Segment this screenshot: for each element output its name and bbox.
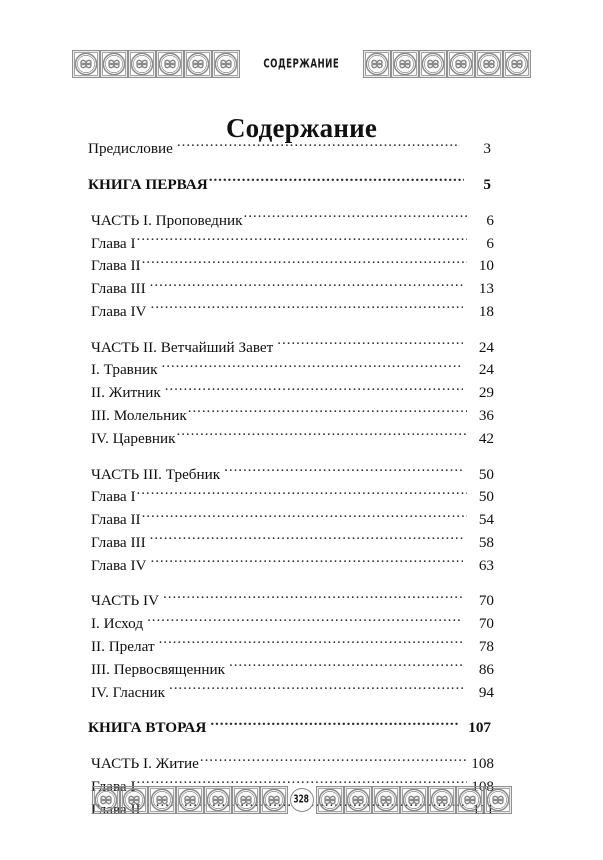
toc-leader-dots bbox=[137, 232, 467, 247]
toc-entry-label: Глава I bbox=[91, 488, 136, 506]
toc-entry-label: КНИГА ПЕРВАЯ bbox=[88, 175, 208, 193]
toc-entry-page: 108 bbox=[471, 777, 494, 795]
toc-entry-label: ЧАСТЬ III. Требник bbox=[91, 465, 221, 483]
toc-entry-label: ЧАСТЬ I. Житие bbox=[91, 755, 199, 773]
toc-entry-label: ЧАСТЬ IV bbox=[91, 592, 160, 610]
toc-entry-label: ЧАСТЬ II. Ветчайший Завет bbox=[91, 338, 274, 356]
quatrefoil-ornament-icon bbox=[184, 50, 212, 78]
toc-entry-page: 10 bbox=[478, 257, 494, 275]
toc-entry-label: Глава II bbox=[91, 511, 141, 529]
quatrefoil-ornament-icon bbox=[484, 786, 512, 814]
toc-entry-page: 36 bbox=[478, 407, 494, 424]
footer-ornament-band bbox=[72, 786, 531, 814]
toc-leader-dots bbox=[142, 509, 467, 524]
toc-entry-page: 70 bbox=[478, 592, 494, 610]
toc-entry[interactable] bbox=[88, 174, 491, 197]
toc-entry-label: III. Первосвященник bbox=[91, 660, 226, 678]
toc-entry[interactable] bbox=[88, 717, 491, 740]
quatrefoil-ornament-icon bbox=[176, 786, 204, 814]
toc-leader-dots bbox=[200, 753, 467, 768]
toc-entry-label: КНИГА ВТОРАЯ bbox=[88, 719, 207, 737]
toc-entry-label: ЧАСТЬ I. Проповедник bbox=[91, 211, 243, 229]
quatrefoil-ornament-icon bbox=[128, 50, 156, 78]
toc-leader-dots bbox=[277, 336, 463, 351]
toc-entry-label: Предисловие bbox=[88, 140, 173, 158]
quatrefoil-ornament-icon bbox=[447, 50, 475, 78]
quatrefoil-ornament-icon bbox=[372, 786, 400, 814]
toc-entry-label: Глава II bbox=[91, 257, 141, 275]
toc-entry-label: II. Житник bbox=[91, 384, 161, 402]
toc-entry-label: IV. Царевник bbox=[91, 429, 176, 447]
toc-entry[interactable] bbox=[88, 138, 491, 161]
page-number: 328 bbox=[293, 794, 310, 806]
quatrefoil-ornament-icon bbox=[391, 50, 419, 78]
toc-entry-page: 6 bbox=[486, 211, 494, 229]
toc-entry[interactable] bbox=[88, 555, 494, 578]
toc-leader-dots bbox=[150, 532, 463, 547]
toc-leader-dots bbox=[188, 405, 467, 420]
toc-entry-page: 111 bbox=[472, 800, 494, 818]
toc-entry-label: IV. Гласник bbox=[91, 683, 165, 701]
toc-entry-page: 50 bbox=[478, 488, 494, 506]
toc-entry[interactable] bbox=[88, 301, 494, 324]
toc-leader-dots bbox=[151, 555, 464, 570]
toc-entry-page: 63 bbox=[478, 556, 494, 574]
quatrefoil-ornament-icon bbox=[204, 786, 232, 814]
toc-entry[interactable] bbox=[88, 210, 494, 233]
toc-entry[interactable] bbox=[88, 428, 494, 451]
toc-leader-dots bbox=[169, 681, 463, 696]
toc-entry-label: I. Травник bbox=[91, 361, 158, 379]
toc-entry-label: Глава II bbox=[91, 800, 141, 818]
quatrefoil-ornament-icon bbox=[503, 50, 531, 78]
toc-entry-page: 54 bbox=[478, 511, 494, 529]
toc-entry[interactable] bbox=[88, 532, 494, 555]
toc-entry-page: 13 bbox=[478, 280, 494, 298]
toc-entry-page: 42 bbox=[478, 429, 494, 447]
page-number-medallion bbox=[288, 786, 316, 814]
toc-leader-dots bbox=[165, 382, 463, 397]
toc-leader-dots bbox=[159, 636, 463, 651]
page-title: Содержание bbox=[225, 113, 378, 144]
toc-entry-page: 107 bbox=[468, 719, 491, 737]
toc-leader-dots bbox=[150, 278, 463, 293]
toc-group bbox=[88, 174, 491, 197]
toc-entry-page: 50 bbox=[478, 465, 494, 483]
toc-entry-page: 24 bbox=[478, 338, 494, 356]
quatrefoil-ornament-icon bbox=[148, 786, 176, 814]
quatrefoil-ornament-icon bbox=[92, 786, 120, 814]
toc-entry[interactable] bbox=[88, 486, 494, 509]
quatrefoil-ornament-icon bbox=[212, 50, 240, 78]
quatrefoil-ornament-icon bbox=[316, 786, 344, 814]
toc-leader-dots bbox=[163, 590, 463, 605]
toc-leader-dots bbox=[151, 301, 464, 316]
toc-leader-dots bbox=[177, 138, 460, 153]
toc-entry[interactable] bbox=[88, 359, 494, 382]
table-of-contents bbox=[88, 138, 494, 821]
toc-group bbox=[88, 590, 494, 704]
quatrefoil-ornament-icon bbox=[400, 786, 428, 814]
toc-leader-dots bbox=[244, 210, 467, 225]
quatrefoil-ornament-icon bbox=[456, 786, 484, 814]
toc-entry-label: Глава I bbox=[91, 234, 136, 252]
toc-leader-dots bbox=[224, 463, 463, 478]
header-ornament-band bbox=[72, 50, 531, 78]
toc-leader-dots bbox=[210, 717, 460, 732]
footer-ornament-group-left bbox=[92, 786, 288, 814]
toc-entry[interactable] bbox=[88, 590, 494, 613]
toc-entry-label: II. Прелат bbox=[91, 638, 155, 656]
toc-entry[interactable] bbox=[88, 255, 494, 278]
toc-leader-dots bbox=[177, 428, 467, 443]
toc-entry-page: 70 bbox=[478, 615, 494, 633]
toc-leader-dots bbox=[229, 659, 463, 674]
toc-entry-label: Глава III bbox=[91, 533, 146, 551]
toc-group bbox=[88, 717, 491, 740]
toc-entry-label: Глава III bbox=[91, 280, 146, 298]
toc-group bbox=[88, 336, 494, 450]
toc-entry[interactable] bbox=[88, 405, 494, 428]
quatrefoil-ornament-icon bbox=[120, 786, 148, 814]
toc-entry[interactable] bbox=[88, 463, 494, 486]
toc-entry[interactable] bbox=[88, 382, 494, 405]
quatrefoil-ornament-icon bbox=[232, 786, 260, 814]
footer-ornament-group-right bbox=[316, 786, 512, 814]
toc-group bbox=[88, 138, 491, 161]
toc-entry[interactable] bbox=[88, 278, 494, 301]
quatrefoil-ornament-icon bbox=[344, 786, 372, 814]
toc-entry-page: 78 bbox=[478, 638, 494, 656]
toc-entry-label: Глава I bbox=[91, 777, 136, 795]
quatrefoil-ornament-icon bbox=[260, 786, 288, 814]
toc-entry-page: 6 bbox=[486, 234, 494, 252]
toc-entry-page: 58 bbox=[478, 533, 494, 551]
quatrefoil-ornament-icon bbox=[100, 50, 128, 78]
toc-entry-page: 86 bbox=[478, 660, 494, 678]
quatrefoil-ornament-icon bbox=[156, 50, 184, 78]
toc-entry-page: 29 bbox=[478, 384, 494, 402]
header-ornament-group-left bbox=[72, 50, 240, 78]
toc-group bbox=[88, 210, 494, 324]
toc-entry-page: 18 bbox=[478, 302, 494, 320]
toc-entry-page: 3 bbox=[483, 140, 491, 158]
quatrefoil-ornament-icon bbox=[72, 50, 100, 78]
toc-entry-label: Глава IV bbox=[91, 302, 147, 320]
toc-entry-page: 94 bbox=[478, 683, 494, 701]
toc-entry[interactable] bbox=[88, 753, 494, 776]
toc-leader-dots bbox=[142, 255, 467, 270]
header-running-title: СОДЕРЖАНИЕ bbox=[263, 56, 340, 72]
toc-entry[interactable] bbox=[88, 509, 494, 532]
toc-entry[interactable] bbox=[88, 636, 494, 659]
toc-entry-label: III. Молельник bbox=[91, 407, 187, 424]
toc-group bbox=[88, 463, 494, 577]
toc-leader-dots bbox=[137, 486, 467, 501]
toc-entry[interactable] bbox=[88, 613, 494, 636]
toc-entry-page: 24 bbox=[478, 361, 494, 379]
toc-entry[interactable] bbox=[88, 232, 494, 255]
toc-leader-dots bbox=[209, 174, 464, 189]
toc-leader-dots bbox=[147, 613, 463, 628]
quatrefoil-ornament-icon bbox=[363, 50, 391, 78]
toc-entry-label: Глава IV bbox=[91, 556, 147, 574]
toc-entry[interactable] bbox=[88, 681, 494, 704]
toc-entry-page: 108 bbox=[471, 755, 494, 773]
quatrefoil-ornament-icon bbox=[419, 50, 447, 78]
toc-leader-dots bbox=[162, 359, 464, 374]
toc-entry[interactable] bbox=[88, 659, 494, 682]
header-ornament-group-right bbox=[363, 50, 531, 78]
quatrefoil-ornament-icon bbox=[428, 786, 456, 814]
quatrefoil-ornament-icon bbox=[475, 50, 503, 78]
toc-entry-label: I. Исход bbox=[91, 615, 144, 633]
toc-entry-page: 5 bbox=[483, 175, 491, 193]
toc-entry[interactable] bbox=[88, 336, 494, 359]
